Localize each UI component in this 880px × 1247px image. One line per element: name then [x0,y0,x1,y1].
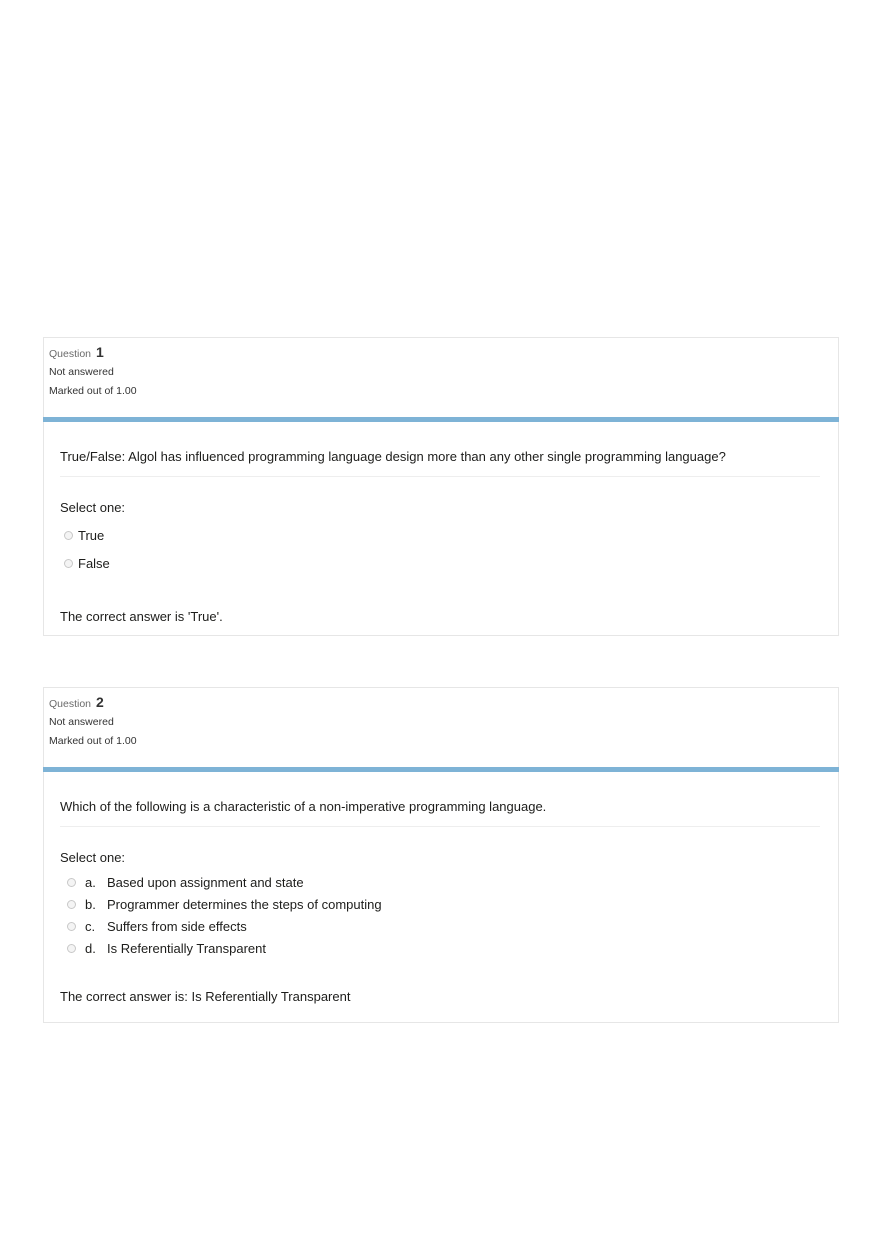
correct-answer-feedback: The correct answer is: Is Referentially Transparent [60,989,351,1004]
radio-button[interactable] [67,922,76,931]
option-letter: a. [85,874,96,890]
question-1 [43,337,839,636]
question-info [44,688,838,767]
question-grade: Marked out of 1.00 [49,735,137,747]
question-grade: Marked out of 1.00 [49,385,137,397]
radio-button[interactable] [64,559,73,568]
question-number [49,344,833,360]
question-2 [43,687,839,1023]
question-info [44,338,838,417]
question-text: True/False: Algol has influenced programming language design more than any other single programming language? [60,422,820,477]
question-state: Not answered [49,716,114,728]
select-one-prompt: Select one: [60,500,126,515]
answer-option-c[interactable] [60,915,822,937]
question-number-value: 2 [95,694,104,710]
radio-button[interactable] [64,531,73,540]
answer-label[interactable]: Is Referentially Transparent [107,940,266,956]
question-label: Question [49,698,92,710]
radio-button[interactable] [67,900,76,909]
correct-answer-feedback: The correct answer is 'True'. [60,609,223,624]
answer-option-false[interactable] [60,549,822,577]
select-one-prompt: Select one: [60,850,126,865]
radio-button[interactable] [67,944,76,953]
answer-options [60,871,822,959]
option-letter: b. [85,896,96,912]
radio-button[interactable] [67,878,76,887]
answer-option-b[interactable] [60,893,822,915]
question-text: Which of the following is a characteristic of a non-imperative programming language. [60,772,820,827]
answer-label[interactable]: Suffers from side effects [107,918,247,934]
question-content [44,772,838,1004]
question-content [44,422,838,624]
question-state: Not answered [49,366,114,378]
question-number [49,694,833,710]
option-letter: c. [85,918,96,934]
option-letter: d. [85,940,96,956]
answer-option-d[interactable] [60,937,822,959]
answer-label[interactable]: False [78,555,110,571]
answer-label[interactable]: True [78,527,105,543]
answer-label[interactable]: Based upon assignment and state [107,874,304,890]
answer-option-true[interactable] [60,521,822,549]
answer-option-a[interactable] [60,871,822,893]
question-label: Question [49,348,92,360]
answer-label[interactable]: Programmer determines the steps of computing [107,896,382,912]
question-number-value: 1 [95,344,104,360]
answer-options [60,521,822,577]
